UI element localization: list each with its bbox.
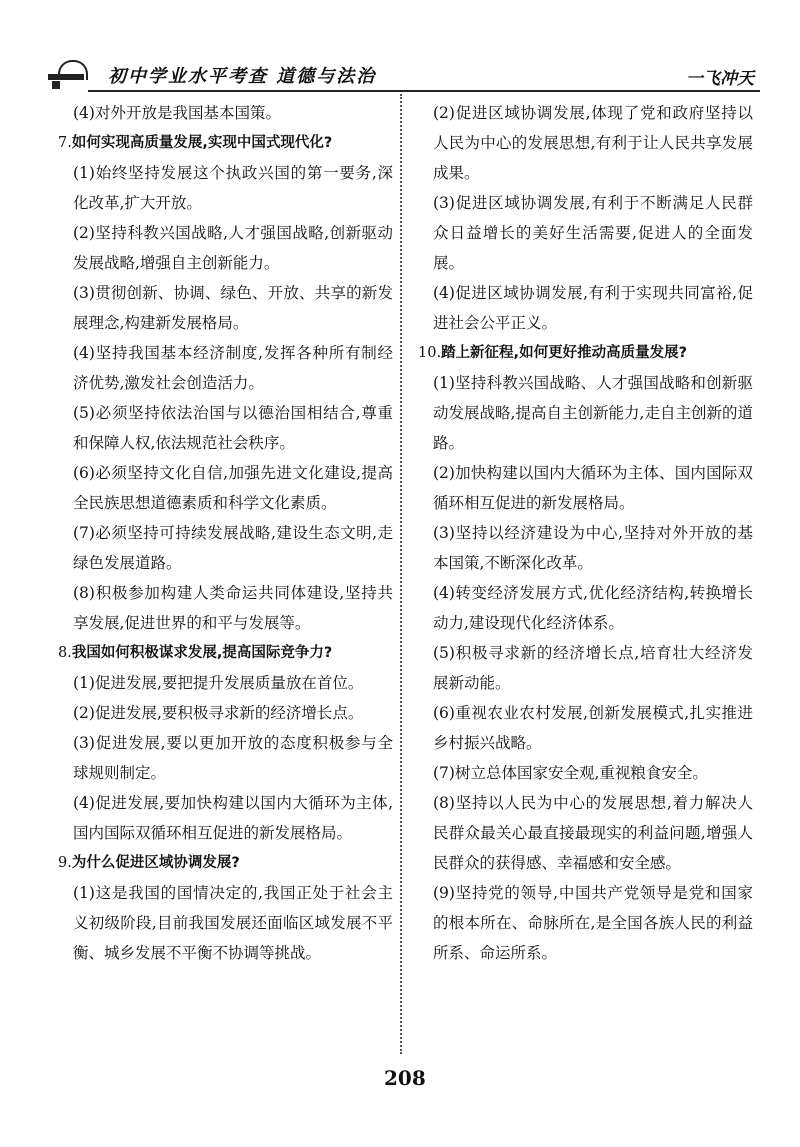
page-header [48, 58, 760, 92]
answer-point: (6)重视农业农村发展,创新发展模式,扎实推进乡村振兴战略。 [433, 704, 753, 752]
header-brand: 一飞冲天 [686, 69, 754, 89]
answer-point: (2)促进发展,要积极寻求新的经济增长点。 [73, 704, 364, 722]
answer-point: (4)转变经济发展方式,优化经济结构,转换增长动力,建设现代化经济体系。 [433, 584, 753, 632]
column-divider [400, 94, 402, 1054]
answer-point: (7)树立总体国家安全观,重视粮食安全。 [433, 764, 708, 782]
question-number: 8. [58, 645, 72, 661]
answer-point: (3)促进发展,要以更加开放的态度积极参与全球规则制定。 [73, 734, 393, 782]
page-number: 208 [384, 1066, 426, 1090]
header-rule [88, 90, 760, 92]
answer-point: (4)促进发展,要加快构建以国内大循环为主体,国内国际双循环相互促进的新发展格局。 [73, 794, 393, 842]
answer-point: (5)积极寻求新的经济增长点,培育壮大经济发展新动能。 [433, 644, 753, 692]
answer-point: (1)这是我国的国情决定的,我国正处于社会主义初级阶段,目前我国发展还面临区域发展不平衡、城乡发展不平衡不协调等挑战。 [73, 884, 393, 962]
question-heading [58, 128, 393, 158]
question-number: 7. [58, 135, 72, 151]
left-column [58, 98, 393, 968]
question-heading [418, 338, 753, 368]
answer-point: (8)坚持以人民为中心的发展思想,着力解决人民群众最关心最直接最现实的利益问题,增强人民群众的获得感、幸福感和安全感。 [433, 794, 753, 872]
answer-point: (1)始终坚持发展这个执政兴国的第一要务,深化改革,扩大开放。 [73, 164, 393, 212]
book-logo-icon [48, 60, 90, 88]
question-text: 踏上新征程,如何更好推动高质量发展? [441, 345, 687, 361]
answer-point: (3)坚持以经济建设为中心,坚持对外开放的基本国策,不断深化改革。 [433, 524, 753, 572]
answer-point: (1)坚持科教兴国战略、人才强国战略和创新驱动发展战略,提高自主创新能力,走自主创新的道路。 [433, 374, 753, 452]
right-column [418, 98, 753, 968]
answer-point: (2)促进区域协调发展,体现了党和政府坚持以人民为中心的发展思想,有利于让人民共享发展成果。 [433, 104, 753, 182]
answer-point: (5)必须坚持依法治国与以德治国相结合,尊重和保障人权,依法规范社会秩序。 [73, 404, 393, 452]
answer-point: (2)坚持科教兴国战略,人才强国战略,创新驱动发展战略,增强自主创新能力。 [73, 224, 393, 272]
answer-point: (4)促进区域协调发展,有利于实现共同富裕,促进社会公平正义。 [433, 284, 753, 332]
question-number: 10. [418, 345, 442, 361]
answer-point: (1)促进发展,要把提升发展质量放在首位。 [73, 674, 364, 692]
question-text: 我国如何积极谋求发展,提高国际竞争力? [71, 645, 333, 661]
question-heading [58, 638, 393, 668]
question-text: 为什么促进区域协调发展? [71, 855, 240, 871]
question-heading [58, 848, 393, 878]
answer-point: (4)对外开放是我国基本国策。 [73, 104, 281, 122]
answer-point: (7)必须坚持可持续发展战略,建设生态文明,走绿色发展道路。 [73, 524, 393, 572]
answer-point: (6)必须坚持文化自信,加强先进文化建设,提高全民族思想道德素质和科学文化素质。 [73, 464, 393, 512]
answer-point: (8)积极参加构建人类命运共同体建设,坚持共享发展,促进世界的和平与发展等。 [73, 584, 393, 632]
answer-point: (2)加快构建以国内大循环为主体、国内国际双循环相互促进的新发展格局。 [433, 464, 753, 512]
answer-point: (4)坚持我国基本经济制度,发挥各种所有制经济优势,激发社会创造活力。 [73, 344, 393, 392]
header-title: 初中学业水平考查 道德与法治 [108, 66, 377, 87]
answer-point: (3)促进区域协调发展,有利于不断满足人民群众日益增长的美好生活需要,促进人的全面发展。 [433, 194, 753, 272]
question-number: 9. [58, 855, 72, 871]
question-text: 如何实现高质量发展,实现中国式现代化? [71, 135, 333, 151]
answer-point: (9)坚持党的领导,中国共产党领导是党和国家的根本所在、命脉所在,是全国各族人民的利益所系、命运所系。 [433, 884, 753, 962]
answer-point: (3)贯彻创新、协调、绿色、开放、共享的新发展理念,构建新发展格局。 [73, 284, 393, 332]
